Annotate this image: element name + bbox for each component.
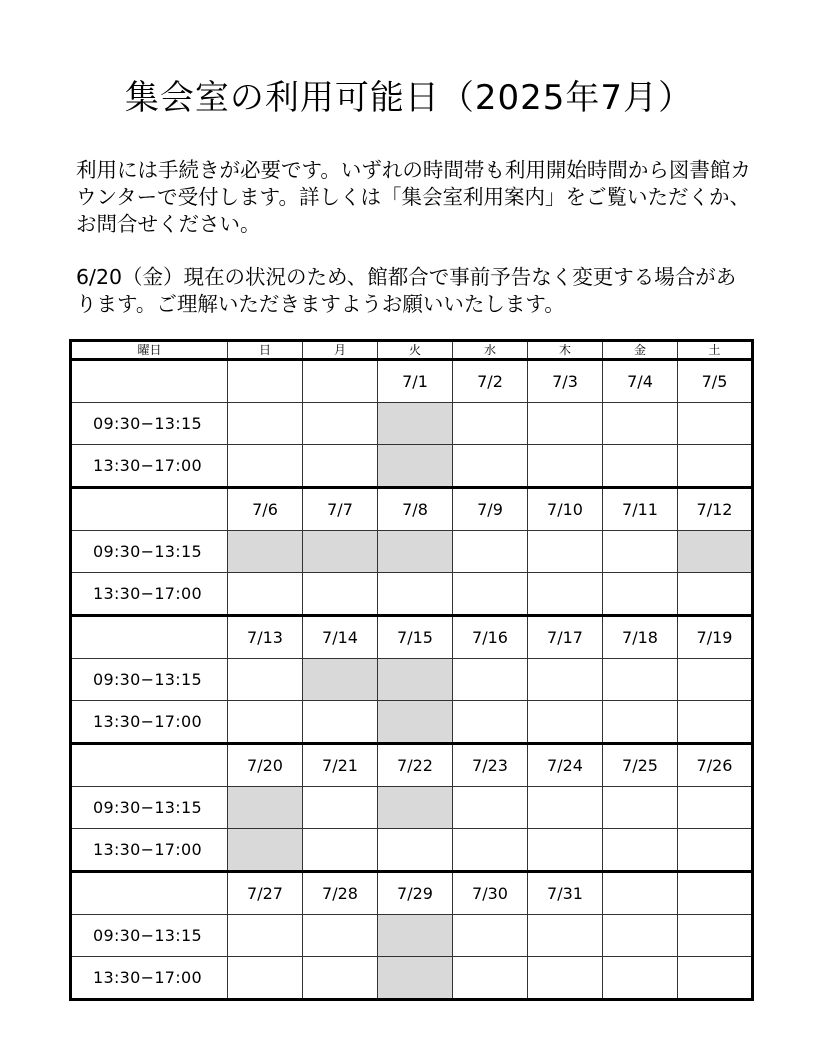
available-slot-cell (528, 915, 603, 957)
time-slot-row (71, 787, 753, 829)
week-date-row (71, 744, 753, 787)
available-slot-cell (528, 701, 603, 744)
available-slot-cell (303, 445, 378, 488)
date-cell: 7/23 (453, 744, 528, 787)
unavailable-slot-cell (378, 531, 453, 573)
weekday-fri: 金 (603, 341, 678, 360)
date-cell: 7/10 (528, 488, 603, 531)
unavailable-slot-cell (228, 829, 303, 872)
time-slot-label: 13:30−17:00 (71, 957, 228, 1000)
time-slot-row (71, 573, 753, 616)
available-slot-cell (603, 445, 678, 488)
date-cell: 7/27 (228, 872, 303, 915)
available-slot-cell (453, 573, 528, 616)
available-slot-cell (603, 957, 678, 1000)
available-slot-cell (303, 403, 378, 445)
date-cell: 7/7 (303, 488, 378, 531)
time-slot-label: 13:30−17:00 (71, 701, 228, 744)
date-cell: 7/22 (378, 744, 453, 787)
date-cell (303, 360, 378, 403)
available-slot-cell (303, 573, 378, 616)
available-slot-cell (228, 701, 303, 744)
available-slot-cell (528, 829, 603, 872)
date-cell: 7/14 (303, 616, 378, 659)
unavailable-slot-cell (378, 787, 453, 829)
time-slot-row (71, 915, 753, 957)
available-slot-cell (603, 701, 678, 744)
available-slot-cell (228, 445, 303, 488)
available-slot-cell (678, 957, 753, 1000)
available-slot-cell (303, 957, 378, 1000)
date-cell: 7/18 (603, 616, 678, 659)
week-date-row (71, 616, 753, 659)
weekday-mon: 月 (303, 341, 378, 360)
date-row-label-cell (71, 488, 228, 531)
available-slot-cell (678, 829, 753, 872)
unavailable-slot-cell (303, 531, 378, 573)
available-slot-cell (528, 531, 603, 573)
unavailable-slot-cell (378, 915, 453, 957)
available-slot-cell (678, 445, 753, 488)
available-slot-cell (678, 915, 753, 957)
date-row-label-cell (71, 616, 228, 659)
weekday-tue: 火 (378, 341, 453, 360)
date-row-label-cell (71, 872, 228, 915)
available-slot-cell (453, 829, 528, 872)
date-cell: 7/24 (528, 744, 603, 787)
date-cell: 7/13 (228, 616, 303, 659)
available-slot-cell (453, 957, 528, 1000)
time-slot-label: 09:30−13:15 (71, 787, 228, 829)
unavailable-slot-cell (378, 659, 453, 701)
date-cell: 7/29 (378, 872, 453, 915)
weekday-header-row (71, 341, 753, 360)
date-row-label-cell (71, 744, 228, 787)
date-cell: 7/28 (303, 872, 378, 915)
available-slot-cell (228, 915, 303, 957)
available-slot-cell (528, 787, 603, 829)
available-slot-cell (453, 659, 528, 701)
available-slot-cell (528, 659, 603, 701)
available-slot-cell (603, 659, 678, 701)
date-cell: 7/4 (603, 360, 678, 403)
available-slot-cell (303, 701, 378, 744)
time-slot-label: 09:30−13:15 (71, 531, 228, 573)
date-row-label-cell (71, 360, 228, 403)
date-cell (603, 872, 678, 915)
unavailable-slot-cell (303, 659, 378, 701)
date-cell: 7/21 (303, 744, 378, 787)
available-slot-cell (378, 573, 453, 616)
time-slot-row (71, 957, 753, 1000)
weekday-sun: 日 (228, 341, 303, 360)
weekday-wed: 水 (453, 341, 528, 360)
available-slot-cell (528, 403, 603, 445)
available-slot-cell (678, 573, 753, 616)
date-cell: 7/15 (378, 616, 453, 659)
date-cell: 7/6 (228, 488, 303, 531)
available-slot-cell (453, 531, 528, 573)
available-slot-cell (453, 701, 528, 744)
date-cell: 7/16 (453, 616, 528, 659)
unavailable-slot-cell (678, 531, 753, 573)
time-slot-row (71, 403, 753, 445)
date-cell: 7/26 (678, 744, 753, 787)
available-slot-cell (228, 403, 303, 445)
time-slot-row (71, 829, 753, 872)
available-slot-cell (453, 915, 528, 957)
date-cell: 7/25 (603, 744, 678, 787)
available-slot-cell (228, 659, 303, 701)
time-slot-label: 13:30−17:00 (71, 573, 228, 616)
date-cell: 7/2 (453, 360, 528, 403)
date-cell: 7/19 (678, 616, 753, 659)
time-slot-label: 13:30−17:00 (71, 829, 228, 872)
unavailable-slot-cell (228, 787, 303, 829)
date-cell: 7/5 (678, 360, 753, 403)
available-slot-cell (603, 915, 678, 957)
available-slot-cell (603, 787, 678, 829)
available-slot-cell (528, 573, 603, 616)
available-slot-cell (603, 403, 678, 445)
available-slot-cell (453, 403, 528, 445)
available-slot-cell (603, 829, 678, 872)
date-cell: 7/9 (453, 488, 528, 531)
time-slot-row (71, 701, 753, 744)
available-slot-cell (228, 573, 303, 616)
date-cell: 7/20 (228, 744, 303, 787)
date-cell: 7/3 (528, 360, 603, 403)
date-cell (228, 360, 303, 403)
available-slot-cell (378, 829, 453, 872)
unavailable-slot-cell (378, 957, 453, 1000)
time-slot-label: 13:30−17:00 (71, 445, 228, 488)
available-slot-cell (528, 957, 603, 1000)
date-cell: 7/17 (528, 616, 603, 659)
date-cell: 7/8 (378, 488, 453, 531)
week-date-row (71, 360, 753, 403)
available-slot-cell (303, 915, 378, 957)
available-slot-cell (453, 787, 528, 829)
weekday-header-label: 曜日 (71, 341, 228, 360)
weekday-thu: 木 (528, 341, 603, 360)
week-date-row (71, 488, 753, 531)
available-slot-cell (678, 701, 753, 744)
date-cell: 7/11 (603, 488, 678, 531)
available-slot-cell (603, 573, 678, 616)
available-slot-cell (303, 787, 378, 829)
available-slot-cell (303, 829, 378, 872)
time-slot-label: 09:30−13:15 (71, 659, 228, 701)
week-date-row (71, 872, 753, 915)
available-slot-cell (678, 787, 753, 829)
date-cell: 7/1 (378, 360, 453, 403)
page-title: 集会室の利用可能日（2025年7月） (124, 78, 694, 118)
available-slot-cell (228, 957, 303, 1000)
weekday-sat: 土 (678, 341, 753, 360)
unavailable-slot-cell (228, 531, 303, 573)
date-cell (678, 872, 753, 915)
available-slot-cell (678, 403, 753, 445)
time-slot-label: 09:30−13:15 (71, 403, 228, 445)
unavailable-slot-cell (378, 445, 453, 488)
time-slot-row (71, 659, 753, 701)
available-slot-cell (453, 445, 528, 488)
availability-calendar (69, 339, 754, 1001)
date-cell: 7/31 (528, 872, 603, 915)
unavailable-slot-cell (378, 403, 453, 445)
available-slot-cell (603, 531, 678, 573)
available-slot-cell (678, 659, 753, 701)
time-slot-label: 09:30−13:15 (71, 915, 228, 957)
date-cell: 7/30 (453, 872, 528, 915)
time-slot-row (71, 531, 753, 573)
unavailable-slot-cell (378, 701, 453, 744)
available-slot-cell (528, 445, 603, 488)
usage-notice: 利用には手続きが必要です。いずれの時間帯も利用開始時間から図書館カウンターで受付します。詳しくは「集会室利用案内」をご覧いただくか、お問合せください。 (76, 158, 751, 236)
time-slot-row (71, 445, 753, 488)
date-cell: 7/12 (678, 488, 753, 531)
status-notice: 6/20（金）現在の状況のため、館都合で事前予告なく変更する場合があります。ご理解いただきますようお願いいたします。 (76, 265, 737, 316)
